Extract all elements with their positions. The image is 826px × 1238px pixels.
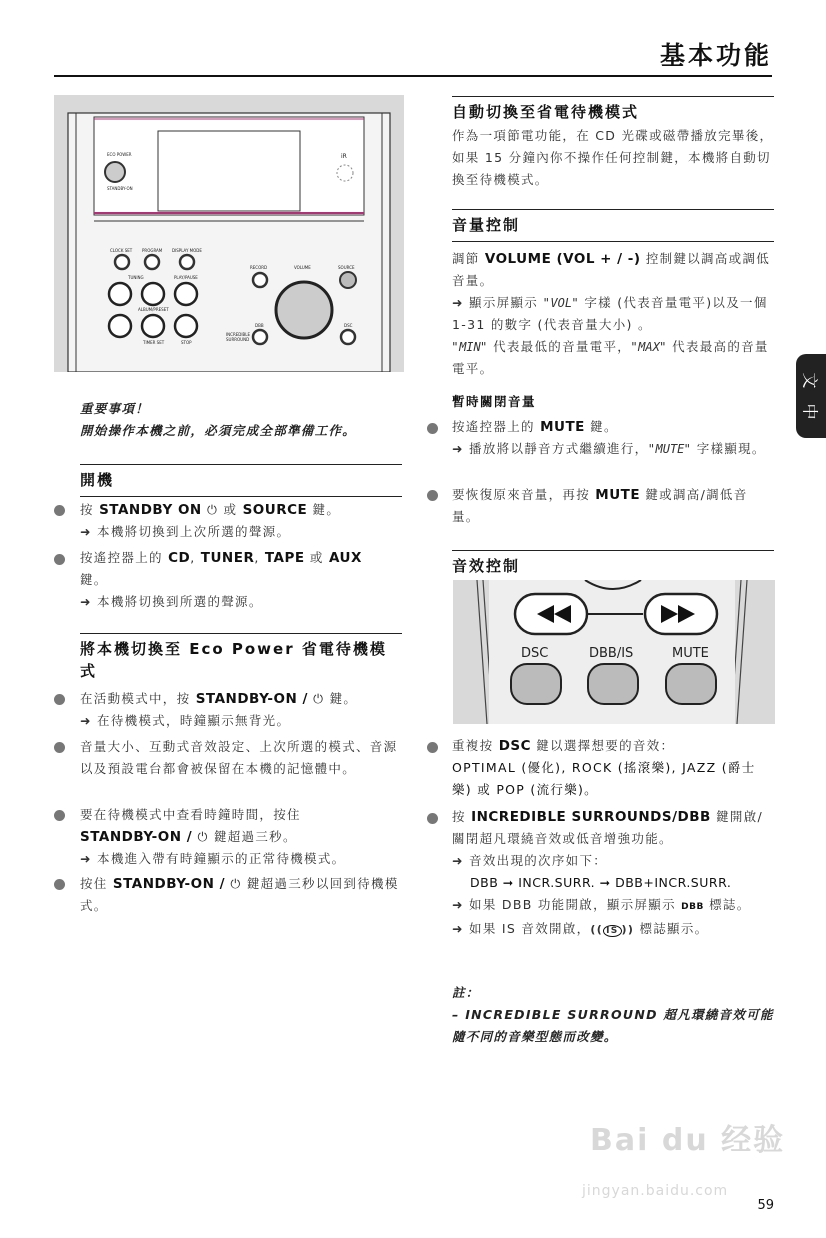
sound-section <box>452 550 774 577</box>
note <box>452 982 774 1048</box>
baidu-watermark-logo: Bai du 经验 <box>590 1123 786 1158</box>
eco-item-1: 在活動模式中，按 STANDBY-ON / ⏻ 鍵。 ➜ 在待機模式，時鐘顯示無背光。 <box>80 691 358 728</box>
mute-section <box>452 392 774 410</box>
eco-item-2: 音量大小、互動式音效設定、上次所選的模式、音源以及預設電台都會被保留在本機的記憶體中。 <box>80 739 398 776</box>
power-on-section <box>80 464 402 497</box>
note-title: 註： <box>452 985 480 1000</box>
remote-dbb-is-label: DBB/IS <box>589 646 634 661</box>
record-label: RECORD <box>250 265 268 270</box>
remote-mute-label: MUTE <box>672 646 709 661</box>
important-note <box>80 398 410 442</box>
volume-label: VOLUME <box>294 265 311 270</box>
display-mode-label: DISPLAY MODE <box>172 248 202 253</box>
language-tab-char: 中 <box>800 403 820 420</box>
dbb-label: DBB <box>255 323 264 328</box>
bullet <box>427 813 438 824</box>
device-drawing <box>54 95 404 372</box>
bullet <box>54 694 65 705</box>
power-on-heading: 開機 <box>80 471 115 489</box>
is-icon: (( IS )) <box>590 923 635 936</box>
incredible-label: INCREDIBLE <box>226 332 251 337</box>
page-number: 59 <box>757 1198 774 1213</box>
bullet <box>427 423 438 434</box>
language-tab-char: 文 <box>800 372 820 389</box>
remote-dsc-label: DSC <box>521 646 549 661</box>
timer-set-label: TIMER SET <box>143 340 165 345</box>
album-preset-label: ALBUM/PRESET <box>138 307 169 312</box>
important-title: 重要事項！ <box>80 401 150 416</box>
source-label: SOURCE <box>338 265 355 270</box>
device-illustration <box>54 95 404 372</box>
surround-label: SURROUND <box>226 337 250 342</box>
clock-set-label: CLOCK SET <box>110 248 133 253</box>
stop-label: STOP <box>181 340 192 345</box>
note-text: – INCREDIBLE SURROUND 超凡環繞音效可能隨不同的音樂型態而改變。 <box>452 1007 774 1044</box>
baidu-watermark-url: jingyan.baidu.com <box>582 1183 729 1199</box>
program-label: PROGRAM <box>142 248 163 253</box>
power-on-item-2: 按遙控器上的 CD, TUNER, TAPE 或 AUX 鍵。 ➜ 本機將切換到所選的聲源。 <box>80 550 362 609</box>
eco-item-3: 要在待機模式中查看時鐘時間，按住 STANDBY-ON / ⏻ 鍵超過三秒。 ➜ 本機進入帶有時鐘顯示的正常待機模式。 <box>80 807 346 866</box>
mute-item-1: 按遙控器上的 MUTE 鍵。 ➜ 播放將以靜音方式繼續進行，"MUTE" 字樣顯現。 <box>452 419 766 456</box>
volume-text: 調節 VOLUME (VOL + / -) 控制鍵以調高或調低音量。 ➜ 顯示屏顯示 "VOL" 字樣 (代表音量電平)以及一個 1-31 的數字 (代表音量大小) 。 "MIN" 代表最低的音量電平，"MAX" 代表最高的音量電平。 <box>452 251 771 376</box>
standby-on-label: STANDBY-ON <box>107 186 133 191</box>
tuning-label: TUNING <box>128 275 144 280</box>
page-title: 基本功能 <box>659 41 772 70</box>
sound-heading: 音效控制 <box>452 557 521 575</box>
title-rule <box>54 75 772 77</box>
mute-heading: 暫時關閉音量 <box>452 394 537 409</box>
mute-item-2: 要恢復原來音量，再按 MUTE 鍵或調高/調低音量。 <box>452 487 748 524</box>
eco-section <box>80 633 402 682</box>
eco-heading: 將本機切換至 Eco Power 省電待機模式 <box>80 640 387 680</box>
play-pause-label: PLAY/PAUSE <box>174 275 198 280</box>
power-on-item-1: 按 STANDBY ON ⏻ 或 SOURCE 鍵。 ➜ 本機將切換到上次所選的聲源。 <box>80 502 341 539</box>
dsc-device-label: DSC <box>344 323 353 328</box>
sound-item-2: 按 INCREDIBLE SURROUNDS/DBB 鍵開啟/關閉超凡環繞音效或低音增強功能。 ➜ 音效出現的次序如下： DBB ➞ INCR.SURR. ➞ DBB+INCR.SURR. ➜ 如果 DBB 功能開啟，顯示屏顯示 DBB 標誌。 ➜ 如果 IS 音效開啟，(( IS )) 標誌顯示。 <box>452 809 764 936</box>
bullet <box>54 554 65 565</box>
power-icon: ⏻ <box>313 691 325 706</box>
language-tab <box>796 354 826 438</box>
auto-standby-heading: 自動切換至省電待機模式 <box>452 103 640 121</box>
power-icon: ⏻ <box>207 502 219 517</box>
power-icon: ⏻ <box>230 876 242 891</box>
bullet <box>427 742 438 753</box>
power-icon: ⏻ <box>197 829 209 844</box>
bullet <box>54 742 65 753</box>
remote-illustration <box>453 580 775 724</box>
sound-item-1: 重複按 DSC 鍵以選擇想要的音效： OPTIMAL (優化), ROCK (搖滾樂), JAZZ (爵士樂) 或 POP (流行樂)。 <box>452 738 756 797</box>
eco-item-4: 按住 STANDBY-ON / ⏻ 鍵超過三秒以回到待機模式。 <box>80 876 399 913</box>
volume-section <box>452 209 774 380</box>
important-text: 開始操作本機之前，必須完成全部準備工作。 <box>80 423 357 438</box>
auto-standby-section <box>452 96 774 191</box>
auto-standby-text: 作為一項節電功能，在 CD 光碟或磁帶播放完畢後，如果 15 分鐘內你不操作任何控制鍵，本機將自動切換至待機模式。 <box>452 128 774 187</box>
volume-heading: 音量控制 <box>452 216 521 234</box>
bullet <box>54 810 65 821</box>
bullet <box>54 505 65 516</box>
eco-power-label: ECO POWER <box>107 152 132 157</box>
ir-label: iR <box>341 153 347 160</box>
bullet <box>427 490 438 501</box>
bullet <box>54 879 65 890</box>
